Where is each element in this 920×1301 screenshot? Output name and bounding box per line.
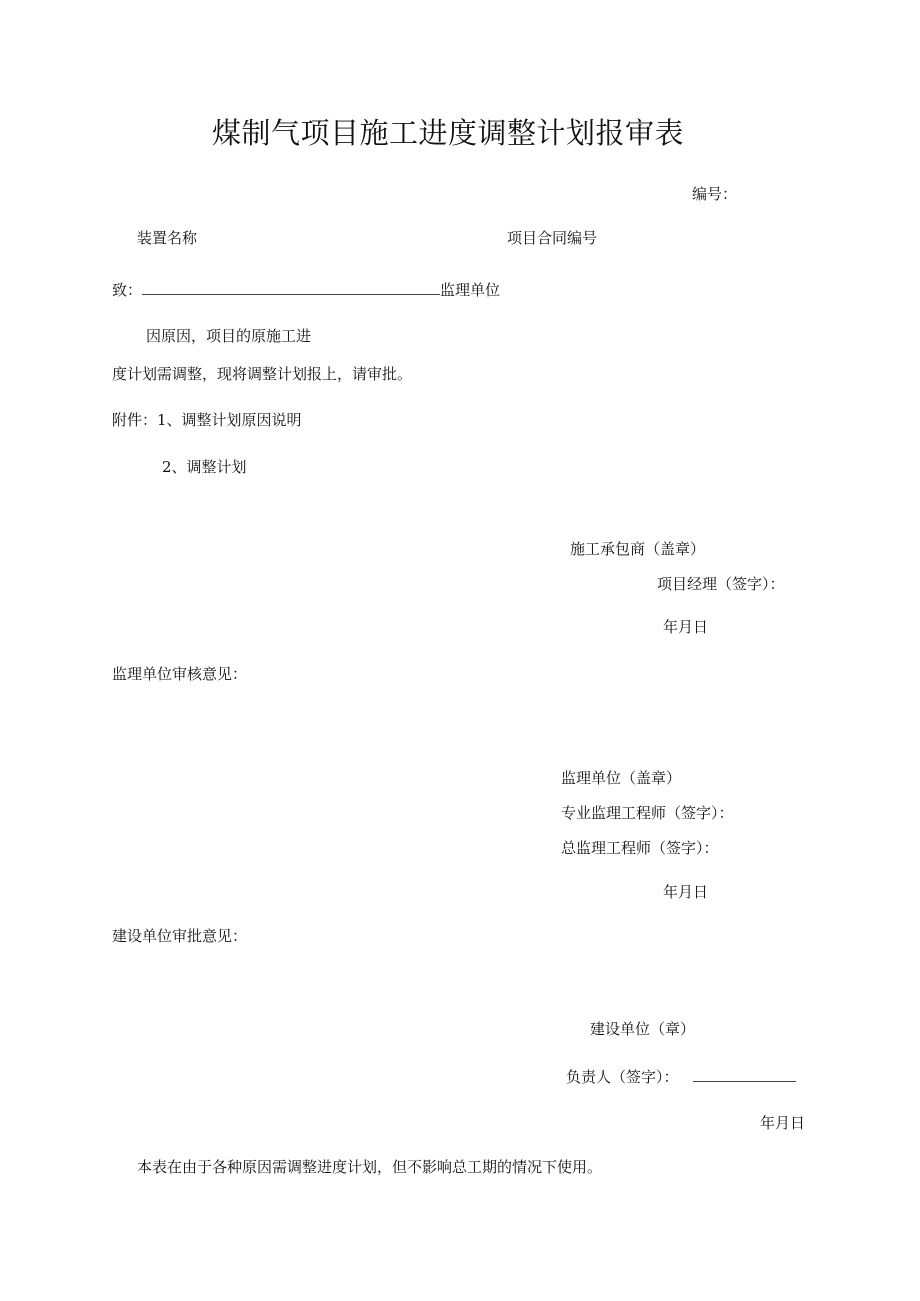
chief-engineer-signature: 总监理工程师（签字）： xyxy=(561,839,719,857)
addressee-blank xyxy=(142,294,440,295)
addressee-line xyxy=(112,283,500,298)
signature-blank xyxy=(693,1081,796,1082)
owner-approval-heading: 建设单位审批意见： xyxy=(112,927,248,945)
contractor-seal: 施工承包商（盖章） xyxy=(570,540,706,558)
attachment-1: 附件：1、调整计划原因说明 xyxy=(112,411,302,429)
owner-seal: 建设单位（章） xyxy=(590,1020,696,1038)
supervisor-review-heading: 监理单位审核意见： xyxy=(112,665,248,683)
supervisor-unit-suffix: 监理单位 xyxy=(440,281,501,299)
supervisor-date: 年月日 xyxy=(663,883,709,901)
footnote: 本表在由于各种原因需调整进度计划，但不影响总工期的情况下使用。 xyxy=(137,1158,603,1176)
number-label: 编号： xyxy=(692,185,738,203)
attachment-2: 2、调整计划 xyxy=(162,458,247,476)
owner-date: 年月日 xyxy=(760,1114,806,1132)
supervisor-seal: 监理单位（盖章） xyxy=(561,769,682,787)
contractor-date: 年月日 xyxy=(663,618,709,636)
device-name-label: 装置名称 xyxy=(137,229,198,247)
contract-number-label: 项目合同编号 xyxy=(507,229,598,247)
document-title: 煤制气项目施工进度调整计划报审表 xyxy=(212,116,685,150)
project-manager-signature: 项目经理（签字）： xyxy=(657,575,785,593)
to-label: 致： xyxy=(112,281,143,299)
responsible-person-signature xyxy=(566,1070,796,1085)
body-line-1: 因原因，项目的原施工进 xyxy=(146,327,312,345)
body-line-2: 度计划需调整，现将调整计划报上，请审批。 xyxy=(112,365,413,383)
engineer-signature: 专业监理工程师（签字）： xyxy=(561,804,734,822)
responsible-person-label: 负责人（签字）： xyxy=(566,1068,679,1086)
